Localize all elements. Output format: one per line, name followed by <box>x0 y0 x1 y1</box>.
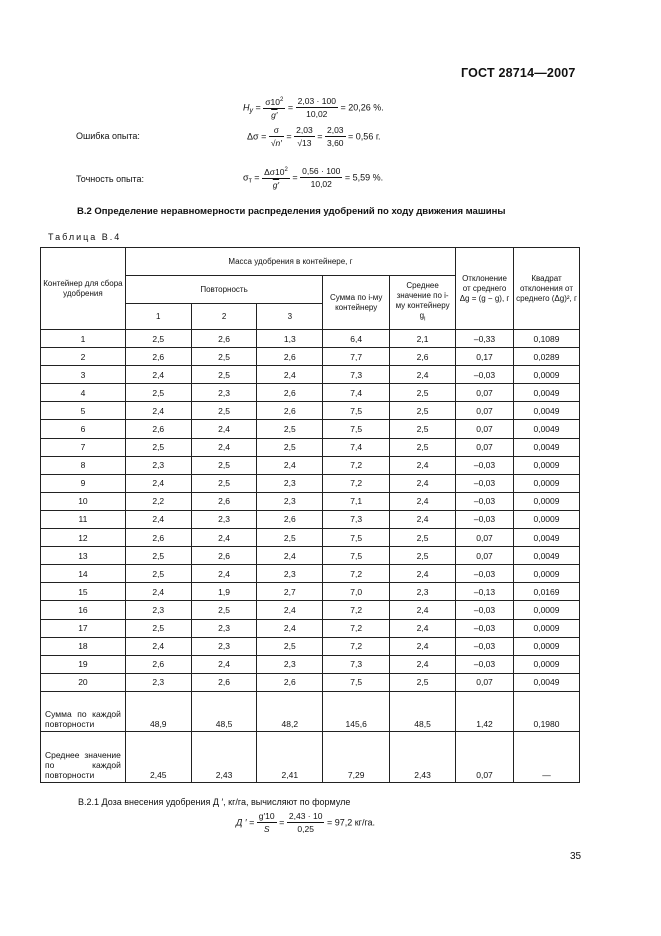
table-cell: 2,3 <box>191 510 257 528</box>
sum-cell: 0,1980 <box>513 691 579 731</box>
table-row <box>41 583 580 601</box>
table-cell: 0,0009 <box>513 456 579 474</box>
table-cell: 0,07 <box>456 384 514 402</box>
table-cell: 0,0009 <box>513 565 579 583</box>
table-cell: 0,07 <box>456 438 514 456</box>
table-cell: 2,4 <box>257 366 323 384</box>
table-cell: 7,2 <box>323 637 390 655</box>
container-number-cell: 9 <box>41 474 126 492</box>
table-cell: 0,0049 <box>513 547 579 565</box>
table-cell: 0,0049 <box>513 673 579 691</box>
container-number-cell: 19 <box>41 655 126 673</box>
table-cell: 6,4 <box>323 330 390 348</box>
table-cell: 2,4 <box>191 420 257 438</box>
table-cell: 7,4 <box>323 438 390 456</box>
table-row <box>41 565 580 583</box>
table-cell: 2,4 <box>125 637 191 655</box>
table-cell: 2,6 <box>191 330 257 348</box>
table-cell: –0,03 <box>456 601 514 619</box>
table-cell: 2,4 <box>125 474 191 492</box>
table-cell: 2,5 <box>125 565 191 583</box>
table-cell: 2,4 <box>191 438 257 456</box>
table-row <box>41 420 580 438</box>
table-cell: 1,9 <box>191 583 257 601</box>
table-cell: 2,4 <box>191 655 257 673</box>
table-row <box>41 547 580 565</box>
table-cell: –0,13 <box>456 583 514 601</box>
table-cell: 7,3 <box>323 655 390 673</box>
mean-cell: 2,45 <box>125 731 191 782</box>
table-cell: 7,2 <box>323 601 390 619</box>
table-cell: 2,5 <box>390 420 456 438</box>
table-row <box>41 492 580 510</box>
table-cell: 2,3 <box>257 492 323 510</box>
table-cell: 2,6 <box>257 348 323 366</box>
table-cell: 2,3 <box>390 583 456 601</box>
table-row <box>41 637 580 655</box>
table-cell: 2,5 <box>257 637 323 655</box>
table-cell: 1,3 <box>257 330 323 348</box>
table-cell: 2,7 <box>257 583 323 601</box>
table-cell: 2,4 <box>191 565 257 583</box>
col-mean-header: Среднее значение по i-му контейнеру $g_i$ <box>390 276 456 330</box>
repeat-1-header: 1 <box>125 304 191 330</box>
section-title: В.2 Определение неравномерности распределения удобрений по ходу движения машины <box>77 206 506 217</box>
container-number-cell: 11 <box>41 510 126 528</box>
sum-row <box>41 691 580 731</box>
table-cell: –0,33 <box>456 330 514 348</box>
table-cell: 2,5 <box>390 402 456 420</box>
table-row <box>41 529 580 547</box>
data-table <box>40 247 580 783</box>
table-cell: 2,5 <box>125 384 191 402</box>
table-caption: Таблица В.4 <box>48 232 122 242</box>
table-cell: 0,0049 <box>513 402 579 420</box>
table-cell: 2,6 <box>125 420 191 438</box>
table-cell: 2,4 <box>390 637 456 655</box>
table-cell: 0,0009 <box>513 655 579 673</box>
table-cell: 2,6 <box>257 402 323 420</box>
container-number-cell: 6 <box>41 420 126 438</box>
table-cell: –0,03 <box>456 456 514 474</box>
table-cell: 0,0049 <box>513 529 579 547</box>
table-cell: 0,17 <box>456 348 514 366</box>
table-cell: 2,6 <box>191 547 257 565</box>
table-cell: 7,5 <box>323 673 390 691</box>
table-cell: –0,03 <box>456 637 514 655</box>
table-cell: 2,3 <box>257 474 323 492</box>
table-cell: 0,07 <box>456 402 514 420</box>
table-cell: 0,0009 <box>513 619 579 637</box>
table-cell: 7,2 <box>323 619 390 637</box>
container-number-cell: 13 <box>41 547 126 565</box>
table-cell: 2,6 <box>125 655 191 673</box>
table-cell: 2,5 <box>191 348 257 366</box>
table-cell: 2,3 <box>191 637 257 655</box>
container-number-cell: 14 <box>41 565 126 583</box>
accuracy-label: Точность опыта: <box>76 174 144 184</box>
table-cell: 0,0009 <box>513 474 579 492</box>
table-row <box>41 456 580 474</box>
repeat-header: Повторность <box>125 276 322 304</box>
table-cell: 2,4 <box>125 402 191 420</box>
table-cell: 2,3 <box>125 673 191 691</box>
table-cell: 2,5 <box>125 330 191 348</box>
table-cell: 2,5 <box>125 619 191 637</box>
table-cell: 2,5 <box>257 438 323 456</box>
table-cell: 2,4 <box>390 510 456 528</box>
table-cell: 2,4 <box>390 655 456 673</box>
table-cell: –0,03 <box>456 655 514 673</box>
table-cell: 2,5 <box>125 547 191 565</box>
table-cell: –0,03 <box>456 565 514 583</box>
table-cell: 2,6 <box>257 673 323 691</box>
table-body <box>41 330 580 692</box>
table-cell: 0,0049 <box>513 420 579 438</box>
table-cell: 7,5 <box>323 420 390 438</box>
table-cell: 2,4 <box>257 547 323 565</box>
table-cell: 0,0009 <box>513 366 579 384</box>
table-cell: 0,0009 <box>513 637 579 655</box>
sum-cell: 145,6 <box>323 691 390 731</box>
table-cell: 2,2 <box>125 492 191 510</box>
table-cell: 2,5 <box>191 474 257 492</box>
table-cell: 2,4 <box>125 366 191 384</box>
table-cell: 7,3 <box>323 366 390 384</box>
container-number-cell: 18 <box>41 637 126 655</box>
table-row <box>41 673 580 691</box>
table-cell: 2,3 <box>257 565 323 583</box>
container-number-cell: 15 <box>41 583 126 601</box>
formula-error: Δσ = $\frac{\sigma}{√n'}$ = $\frac{2,03}{√13}$ = $\frac{2,03}{3,60}$ = 0,56 г. <box>247 125 381 148</box>
repeat-2-header: 2 <box>191 304 257 330</box>
table-cell: 0,0289 <box>513 348 579 366</box>
table-cell: 2,4 <box>125 583 191 601</box>
table-cell: 0,07 <box>456 529 514 547</box>
col-square-header: Квадрат отклонения от среднего (Δg)², г <box>513 248 579 330</box>
table-cell: 7,5 <box>323 529 390 547</box>
table-cell: 0,07 <box>456 673 514 691</box>
table-cell: 2,4 <box>191 529 257 547</box>
table-cell: 2,5 <box>191 456 257 474</box>
table-cell: 2,6 <box>191 492 257 510</box>
sum-row-label: Сумма по каждой повторности <box>41 691 126 731</box>
table-cell: 2,4 <box>390 474 456 492</box>
table-cell: 2,3 <box>125 601 191 619</box>
table-cell: –0,03 <box>456 366 514 384</box>
table-row <box>41 601 580 619</box>
table-cell: 0,07 <box>456 547 514 565</box>
sum-cell: 1,42 <box>456 691 514 731</box>
repeat-3-header: 3 <box>257 304 323 330</box>
table-cell: 2,3 <box>125 456 191 474</box>
table-cell: 7,0 <box>323 583 390 601</box>
table-cell: 7,5 <box>323 547 390 565</box>
table-cell: 2,6 <box>257 510 323 528</box>
table-cell: 0,0169 <box>513 583 579 601</box>
table-cell: 7,5 <box>323 402 390 420</box>
mean-row <box>41 731 580 782</box>
table-cell: 2,5 <box>390 673 456 691</box>
error-label: Ошибка опыта: <box>76 131 140 141</box>
table-cell: 0,0049 <box>513 384 579 402</box>
mean-row-label: Среднее значение по каждой повторности <box>41 731 126 782</box>
table-cell: 2,3 <box>191 384 257 402</box>
sum-cell: 48,5 <box>390 691 456 731</box>
table-cell: 2,4 <box>257 619 323 637</box>
table-cell: 2,5 <box>191 366 257 384</box>
table-cell: 0,07 <box>456 420 514 438</box>
sum-cell: 48,9 <box>125 691 191 731</box>
standard-header: ГОСТ 28714—2007 <box>461 66 576 80</box>
table-cell: 2,5 <box>191 402 257 420</box>
container-number-cell: 16 <box>41 601 126 619</box>
table-cell: 2,4 <box>257 456 323 474</box>
mean-cell: 0,07 <box>456 731 514 782</box>
mean-cell: 2,43 <box>390 731 456 782</box>
table-cell: 7,2 <box>323 474 390 492</box>
mean-cell: — <box>513 731 579 782</box>
container-number-cell: 1 <box>41 330 126 348</box>
table-cell: –0,03 <box>456 474 514 492</box>
table-cell: 2,6 <box>125 348 191 366</box>
table-cell: 0,0009 <box>513 601 579 619</box>
table-cell: 2,4 <box>390 366 456 384</box>
mass-header: Масса удобрения в контейнере, г <box>125 248 455 276</box>
table-cell: 2,4 <box>390 492 456 510</box>
container-number-cell: 17 <box>41 619 126 637</box>
table-row <box>41 348 580 366</box>
table-cell: –0,03 <box>456 492 514 510</box>
table-cell: 7,1 <box>323 492 390 510</box>
table-cell: 2,5 <box>390 547 456 565</box>
table-cell: 0,1089 <box>513 330 579 348</box>
container-number-cell: 20 <box>41 673 126 691</box>
sum-cell: 48,2 <box>257 691 323 731</box>
table-cell: 0,0009 <box>513 510 579 528</box>
table-cell: 2,5 <box>390 529 456 547</box>
table-cell: 7,2 <box>323 456 390 474</box>
table-row <box>41 619 580 637</box>
table-cell: 2,6 <box>191 673 257 691</box>
table-cell: 7,3 <box>323 510 390 528</box>
table-row <box>41 655 580 673</box>
table-cell: 2,5 <box>390 384 456 402</box>
container-number-cell: 12 <box>41 529 126 547</box>
col-deviation-header: Отклонение от среднего Δg = (g − g), г <box>456 248 514 330</box>
table-row <box>41 330 580 348</box>
table-cell: 2,6 <box>257 384 323 402</box>
table-cell: –0,03 <box>456 619 514 637</box>
table-cell: 2,4 <box>390 601 456 619</box>
table-cell: 2,6 <box>390 348 456 366</box>
container-number-cell: 5 <box>41 402 126 420</box>
table-cell: 2,1 <box>390 330 456 348</box>
table-cell: 7,7 <box>323 348 390 366</box>
table-row <box>41 510 580 528</box>
table-cell: 2,3 <box>191 619 257 637</box>
formula-dose: Д ′ = $\frac{g'10}{S}$ = $\frac{2,43 \cdot 10}{0,25}$ = 97,2 кг/га. <box>236 811 376 834</box>
container-number-cell: 2 <box>41 348 126 366</box>
table-cell: 2,4 <box>390 565 456 583</box>
page-number: 35 <box>570 851 582 862</box>
table-cell: 2,5 <box>390 438 456 456</box>
table-row <box>41 384 580 402</box>
mean-cell: 7,29 <box>323 731 390 782</box>
container-number-cell: 8 <box>41 456 126 474</box>
container-number-cell: 4 <box>41 384 126 402</box>
mean-cell: 2,43 <box>191 731 257 782</box>
table-cell: 2,5 <box>191 601 257 619</box>
formula-hy: $H_y$ = $\frac{\sigma 10^2}{g'}$ = $\frac{2,03 \cdot 100}{10,02}$ = 20,26 %. <box>243 95 384 120</box>
table-cell: 7,4 <box>323 384 390 402</box>
container-number-cell: 7 <box>41 438 126 456</box>
table-cell: 0,0009 <box>513 492 579 510</box>
table-row <box>41 438 580 456</box>
table-cell: 2,4 <box>390 456 456 474</box>
table-cell: –0,03 <box>456 510 514 528</box>
col-sum-header: Сумма по i-му контейнеру <box>323 276 390 330</box>
table-cell: 2,5 <box>257 420 323 438</box>
table-cell: 7,2 <box>323 565 390 583</box>
footer-text: В.2.1 Доза внесения удобрения Д ′, кг/га, вычисляют по формуле <box>78 797 351 807</box>
table-row <box>41 474 580 492</box>
table-cell: 2,4 <box>257 601 323 619</box>
table-cell: 2,3 <box>257 655 323 673</box>
table-cell: 2,6 <box>125 529 191 547</box>
table-row <box>41 402 580 420</box>
table-cell: 2,4 <box>390 619 456 637</box>
table-cell: 0,0049 <box>513 438 579 456</box>
container-number-cell: 3 <box>41 366 126 384</box>
table-cell: 2,5 <box>257 529 323 547</box>
col-container-header: Контейнер для сбора удобрения <box>41 248 126 330</box>
formula-accuracy: $\sigma_т$ = $\frac{\Delta\sigma 10^2}{g'}$ = $\frac{0,56 \cdot 100}{10,02}$ = 5,59 %. <box>243 165 384 190</box>
mean-cell: 2,41 <box>257 731 323 782</box>
table-cell: 2,5 <box>125 438 191 456</box>
table-row <box>41 366 580 384</box>
table-cell: 2,4 <box>125 510 191 528</box>
sum-cell: 48,5 <box>191 691 257 731</box>
container-number-cell: 10 <box>41 492 126 510</box>
